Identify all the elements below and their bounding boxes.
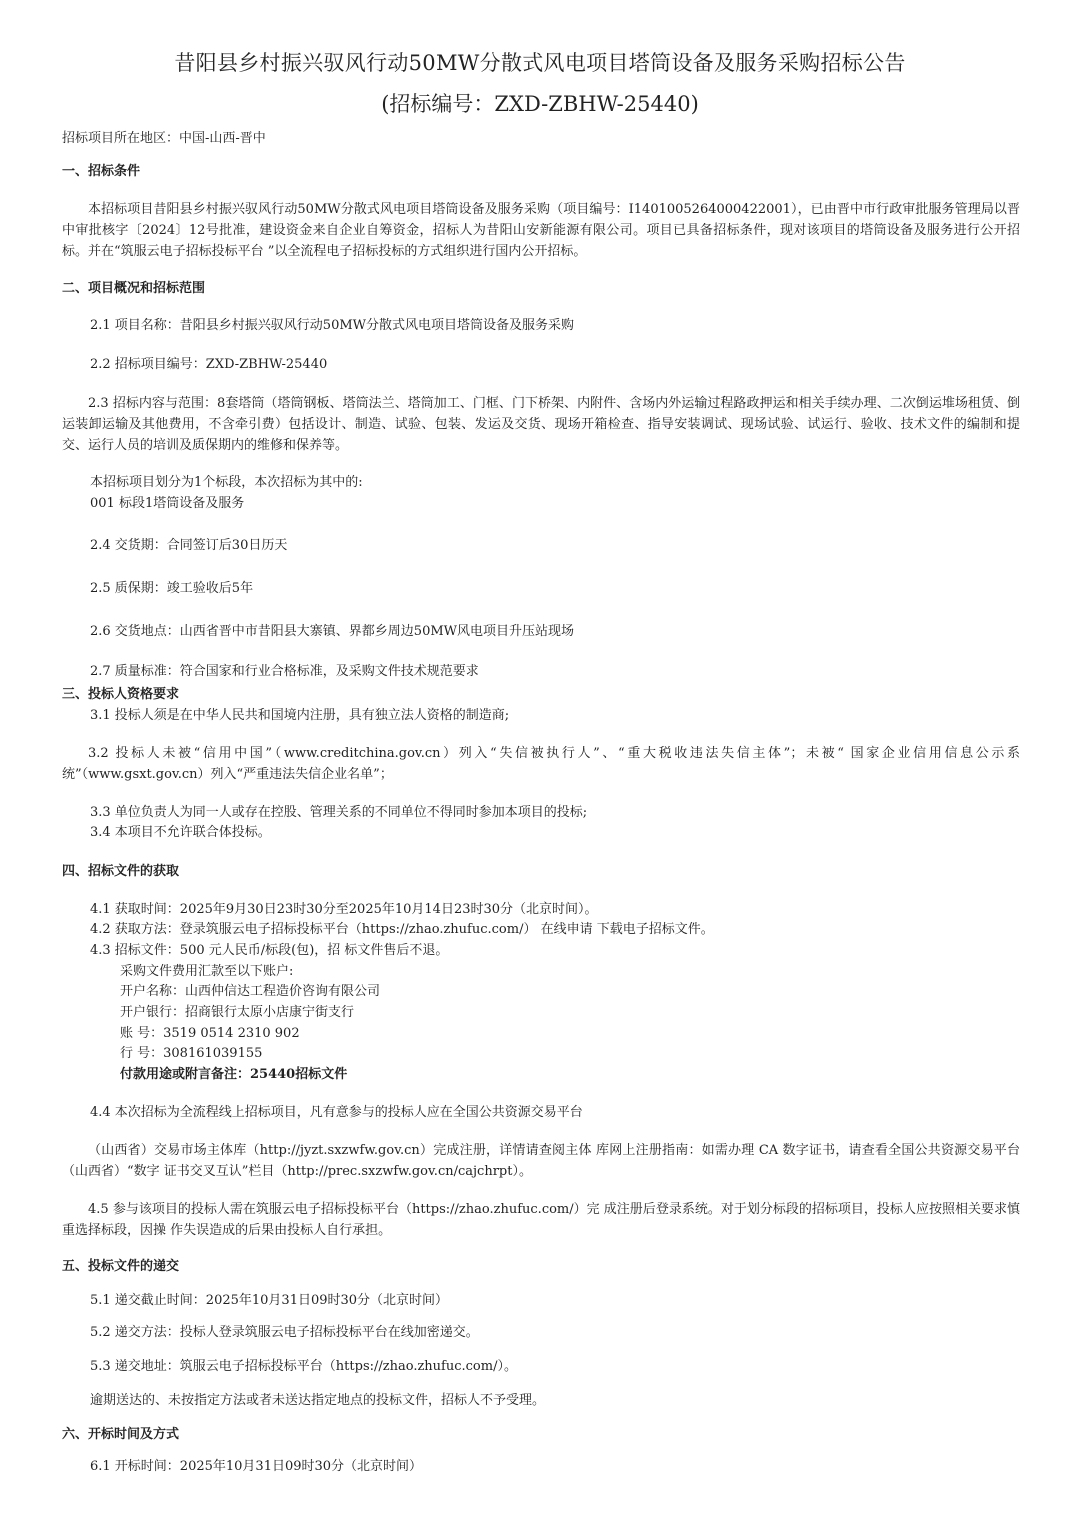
section-4-heading: 四、招标文件的获取 (62, 864, 180, 879)
section-1-heading: 一、招标条件 (62, 164, 141, 179)
account-number: 账 号：3519 0514 2310 902 (120, 1026, 300, 1041)
item-2-1: 2.1 项目名称：昔阳县乡村振兴驭风行动50MW分散式风电项目塔筒设备及服务采购 (90, 318, 575, 333)
section-6-heading: 六、开标时间及方式 (62, 1427, 180, 1442)
item-3-3: 3.3 单位负责人为同一人或存在控股、管理关系的不同单位不得同时参加本项目的投标; (90, 805, 588, 820)
item-5-2: 5.2 递交方法：投标人登录筑服云电子招标投标平台在线加密递交。 (90, 1325, 479, 1340)
item-6-1: 6.1 开标时间：2025年10月31日09时30分（北京时间） (90, 1459, 423, 1474)
item-2-7: 2.7 质量标准：符合国家和行业合格标准，及采购文件技术规范要求 (90, 664, 479, 679)
lots-intro: 本招标项目划分为1个标段，本次招标为其中的: (90, 475, 363, 490)
item-2-5: 2.5 质保期：竣工验收后5年 (90, 581, 254, 596)
account-intro: 采购文件费用汇款至以下账户: (120, 964, 294, 979)
item-5-3: 5.3 递交地址：筑服云电子招标投标平台（https://zhao.zhufuc.com/）。 (90, 1359, 517, 1374)
item-4-2: 4.2 获取方法：登录筑服云电子招标投标平台（https://zhao.zhufuc.com/） 在线申请 下载电子招标文件。 (90, 922, 714, 937)
account-bank: 开户银行：招商银行太原小店康宁街支行 (120, 1005, 355, 1020)
item-4-3: 4.3 招标文件：500 元人民币/标段(包)，招 标文件售后不退。 (90, 943, 449, 958)
bank-number: 行 号：308161039155 (120, 1046, 263, 1061)
document-subtitle: (招标编号：ZXD-ZBHW-25440) (381, 92, 699, 116)
item-4-1: 4.1 获取时间：2025年9月30日23时30分至2025年10月14日23时30分（北京时间）。 (90, 902, 598, 917)
item-4-4-continued: （山西省）交易市场主体库（http://jyzt.sxzwfw.gov.cn）完成注册，详情请查阅主体 库网上注册指南：如需办理 CA 数字证书，请查看全国公共资源交易平台（山西省）“数字 证书交叉互认”栏目（http://prec.sxzwfw.gov.cn/cajchrpt）。 (62, 1143, 1020, 1179)
item-3-1: 3.1 投标人须是在中华人民共和国境内注册，具有独立法人资格的制造商; (90, 708, 510, 723)
item-3-2: 3.2 投标人未被“信用中国”（www.creditchina.gov.cn）列入“失信被执行人”、“重大税收违法失信主体”；未被“ 国家企业信用信息公示系统”（www.gsxt.gov.cn）列入“严重违法失信企业名单”； (62, 746, 1020, 782)
section-3-heading: 三、投标人资格要求 (62, 687, 180, 702)
item-5-1: 5.1 递交截止时间：2025年10月31日09时30分（北京时间） (90, 1293, 449, 1308)
late-submission-note: 逾期送达的、未按指定方法或者未送达指定地点的投标文件，招标人不予受理。 (90, 1393, 546, 1408)
section-2-heading: 二、项目概况和招标范围 (62, 281, 206, 296)
item-2-4: 2.4 交货期：合同签订后30日历天 (90, 538, 288, 553)
account-name: 开户名称：山西仲信达工程造价咨询有限公司 (120, 984, 381, 999)
payment-remark: 付款用途或附言备注：25440招标文件 (120, 1067, 348, 1082)
lot-001: 001 标段1塔筒设备及服务 (90, 496, 245, 511)
item-2-3: 2.3 招标内容与范围：8套塔筒（塔筒钢板、塔筒法兰、塔筒加工、门框、门下桥架、内附件、含场内外运输过程路政押运和相关手续办理、二次倒运堆场租赁、倒运装卸运输及其他费用，不含牵引费）包括设计、制造、试验、包装、发运及交货、现场开箱检查、指导安装调试、现场试验、试运行、验收、技术文件的编制和提交、运行人员的培训及质保期内的维修和保养等。 (62, 396, 1020, 453)
item-3-4: 3.4 本项目不允许联合体投标。 (90, 825, 271, 840)
item-4-5: 4.5 参与该项目的投标人需在筑服云电子招标投标平台（https://zhao.zhufuc.com/）完 成注册后登录系统。对于划分标段的招标项目，投标人应按照相关要求慎重选择标段，因操 作失误造成的后果由投标人自行承担。 (62, 1202, 1020, 1238)
section-5-heading: 五、投标文件的递交 (62, 1259, 180, 1274)
section-1-paragraph: 本招标项目昔阳县乡村振兴驭风行动50MW分散式风电项目塔筒设备及服务采购（项目编号：I1401005264000422001），已由晋中市行政审批服务管理局以晋中审批核字〔2024〕12号批准，建设资金来自企业自筹资金，招标人为昔阳山安新能源有限公司。项目已具备招标条件，现对该项目的塔筒设备及服务进行公开招标。并在“筑服云电子招标投标平台 ”以全流程电子招标投标的方式组织进行国内公开招标。 (62, 202, 1020, 259)
item-4-4: 4.4 本次招标为全流程线上招标项目，凡有意参与的投标人应在全国公共资源交易平台 (90, 1105, 583, 1120)
project-region: 招标项目所在地区：中国-山西-晋中 (62, 131, 266, 146)
item-2-6: 2.6 交货地点：山西省晋中市昔阳县大寨镇、界都乡周边50MW风电项目升压站现场 (90, 624, 575, 639)
document-title: 昔阳县乡村振兴驭风行动50MW分散式风电项目塔筒设备及服务采购招标公告 (174, 51, 906, 75)
item-2-2: 2.2 招标项目编号：ZXD-ZBHW-25440 (90, 357, 328, 372)
